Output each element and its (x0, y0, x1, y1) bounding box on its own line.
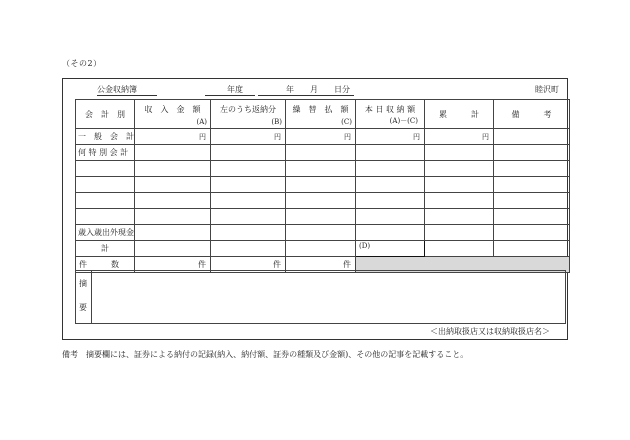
town-name: 睦沢町 (535, 85, 559, 94)
header-ruikei: 累 計 (425, 100, 494, 129)
cell[interactable] (494, 241, 570, 257)
cell[interactable] (211, 209, 286, 225)
cell[interactable] (76, 177, 135, 193)
cell[interactable] (135, 145, 211, 161)
remarks-note: 備考 摘要欄には、証券による納付の記録(納入、納付額、証券の種類及び金額)、その他の記事を記載すること。 (62, 350, 469, 359)
cell[interactable] (286, 177, 356, 193)
cell[interactable] (211, 145, 286, 161)
table-row (76, 161, 570, 177)
cell[interactable] (425, 161, 494, 177)
cell[interactable] (286, 145, 356, 161)
form-title: 公金収納簿 (97, 84, 157, 96)
cell[interactable] (356, 193, 425, 209)
cell[interactable] (356, 161, 425, 177)
cell-kensu-shunyu[interactable]: 件 (135, 257, 211, 273)
table-row (76, 209, 570, 225)
cell[interactable] (286, 241, 356, 257)
cell-ruikei[interactable]: 円 (425, 129, 494, 145)
cell-kensu-hidari[interactable]: 件 (211, 257, 286, 273)
table-row-total (76, 241, 570, 257)
cell[interactable] (135, 225, 211, 241)
cell[interactable] (211, 161, 286, 177)
fiscal-year-field: 年度 (205, 84, 255, 96)
cell[interactable] (425, 145, 494, 161)
cell[interactable] (76, 209, 135, 225)
tekiyo-label: 摘 要 (75, 270, 92, 324)
cell[interactable] (135, 241, 211, 257)
cell[interactable] (425, 225, 494, 241)
row-label-sainyu: 歳入歳出外現金 (76, 225, 135, 241)
cell-biko[interactable] (494, 129, 570, 145)
row-label-nani: 何 特 別 会 計 (76, 145, 135, 161)
cell[interactable] (356, 225, 425, 241)
page-number-label: （その2） (62, 59, 102, 68)
cell-shunyu[interactable]: 円 (135, 129, 211, 145)
cell[interactable] (286, 225, 356, 241)
row-label-kei: 計 (76, 241, 135, 257)
cell[interactable] (286, 193, 356, 209)
cell-kensu-kurikae[interactable]: 件 (286, 257, 356, 273)
cell[interactable] (494, 225, 570, 241)
header-kurikae: 繰 替 払 額 (C) (286, 100, 356, 129)
cell[interactable] (494, 193, 570, 209)
table-row (76, 225, 570, 241)
table-row (76, 129, 570, 145)
cell[interactable] (425, 209, 494, 225)
cell[interactable] (135, 209, 211, 225)
cell[interactable] (356, 145, 425, 161)
cell[interactable] (135, 193, 211, 209)
cell-honjitsu[interactable]: 円 (356, 129, 425, 145)
header-biko: 備 考 (494, 100, 570, 129)
header-kaikei: 会 計 別 (76, 100, 135, 129)
dealer-name-label: ＜出納取扱店又は収納取扱店名＞ (430, 327, 550, 336)
cell-hidari[interactable]: 円 (211, 129, 286, 145)
cell[interactable] (135, 161, 211, 177)
ledger-table (75, 99, 570, 273)
table-row (76, 145, 570, 161)
row-label-kensu: 件 数 (76, 257, 135, 273)
cell[interactable] (494, 177, 570, 193)
cell[interactable] (425, 177, 494, 193)
tekiyo-box[interactable] (75, 270, 566, 324)
date-field: 年 月 日分 (258, 84, 354, 96)
header-shunyu: 収 入 金 額 (A) (135, 100, 211, 129)
row-label-ippan: 一 般 会 計 (76, 129, 135, 145)
table-header-row (76, 100, 570, 129)
cell[interactable] (356, 209, 425, 225)
cell[interactable] (494, 209, 570, 225)
cell[interactable] (76, 161, 135, 177)
cell[interactable] (211, 225, 286, 241)
cell-kurikae[interactable]: 円 (286, 129, 356, 145)
cell[interactable] (286, 161, 356, 177)
table-row (76, 193, 570, 209)
cell[interactable] (286, 209, 356, 225)
cell[interactable] (356, 177, 425, 193)
cell[interactable] (425, 193, 494, 209)
header-hidari: 左のうち返納分 (B) (211, 100, 286, 129)
cell[interactable] (211, 177, 286, 193)
table-row (76, 177, 570, 193)
header-honjitsu: 本 日 収 納 額 (A)－(C) (356, 100, 425, 129)
cell[interactable] (211, 241, 286, 257)
cell[interactable] (76, 193, 135, 209)
cell[interactable] (494, 145, 570, 161)
cell[interactable] (135, 177, 211, 193)
cell[interactable] (425, 241, 494, 257)
cell[interactable] (494, 161, 570, 177)
cell[interactable] (211, 193, 286, 209)
cell-d-total[interactable]: (D) (356, 241, 425, 257)
